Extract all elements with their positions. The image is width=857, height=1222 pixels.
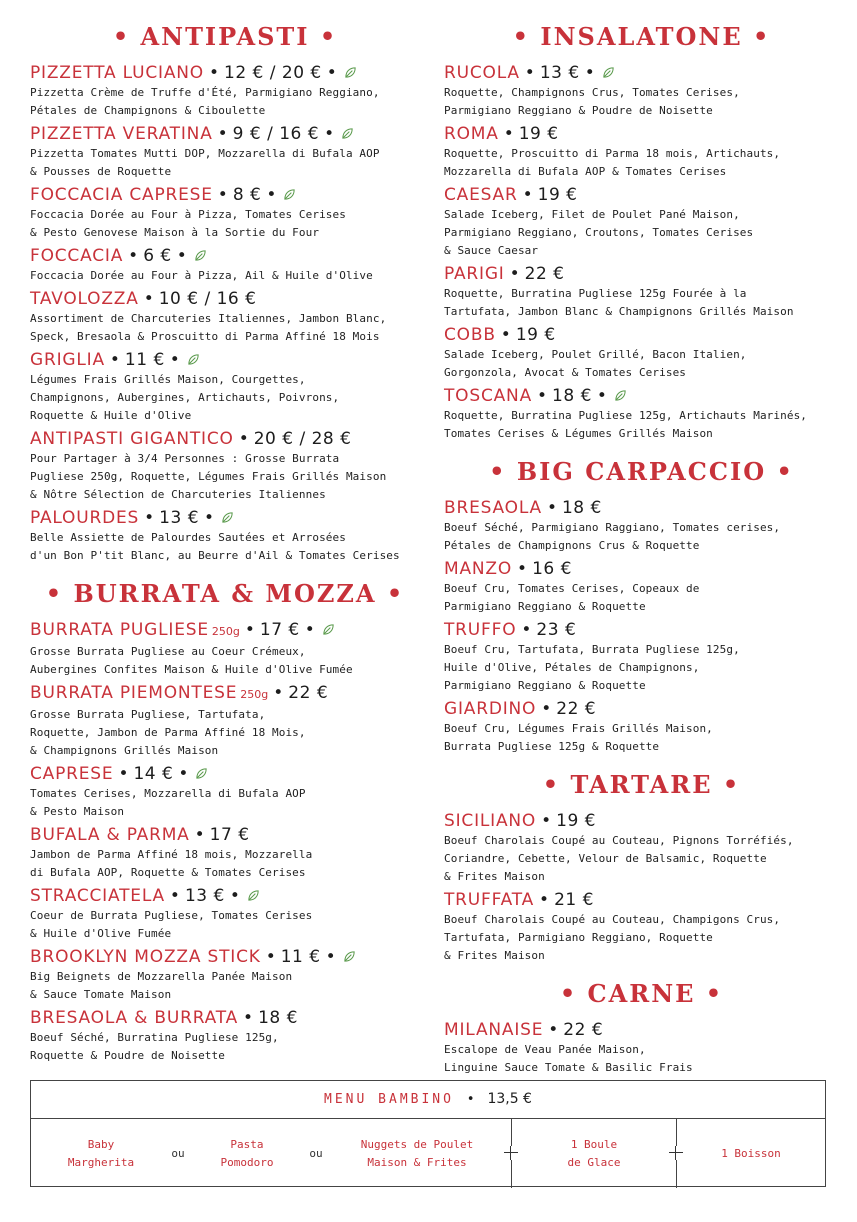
description-line: Burrata Pugliese 125g & Roquette [444, 740, 660, 753]
right-column [444, 22, 839, 1080]
item-description [444, 580, 839, 616]
description-line: Foccacia Dorée au Four à Pizza, Ail & Huile d'Olive [30, 269, 373, 282]
description-line: Grosse Burrata Pugliese, Tartufata, [30, 708, 266, 721]
item-header [30, 1007, 420, 1029]
separator-dot: • [541, 811, 552, 831]
vegetarian-leaf-icon [247, 889, 260, 902]
item-header [444, 62, 839, 84]
separator-dot: • [208, 63, 219, 83]
separator-dot: • [326, 63, 337, 83]
item-description [30, 968, 420, 1004]
menu-item [30, 62, 420, 120]
separator-dot: • [584, 63, 595, 83]
item-name: PIZZETTA LUCIANO [30, 63, 204, 83]
menu-item [30, 824, 420, 882]
item-name: BUFALA & PARMA [30, 825, 190, 845]
description-line: & Pesto Maison [30, 805, 125, 818]
item-header [444, 889, 839, 911]
description-line: Foccacia Dorée au Four à Pizza, Tomates Cerises [30, 208, 346, 221]
description-line: d'un Bon P'tit Blanc, au Beurre d'Ail & Tomates Cerises [30, 549, 400, 562]
description-line: Tomates Cerises, Mozzarella di Bufala AOP [30, 787, 306, 800]
option-text: Pomodoro [220, 1155, 274, 1169]
item-name: PIZZETTA VERATINA [30, 124, 213, 144]
description-line: & Sauce Tomate Maison [30, 988, 172, 1001]
item-description [30, 785, 420, 821]
item-name: FOCCACIA [30, 246, 124, 266]
menu-item [444, 497, 839, 555]
description-line: Roquette, Champignons Crus, Tomates Cerises, [444, 86, 740, 99]
item-name: BRESAOLA [444, 498, 542, 518]
menu-bambino-header [31, 1081, 825, 1119]
or-label: ou [171, 1147, 185, 1160]
separator-dot: • [539, 890, 550, 910]
description-line: Parmigiano Reggiano & Poudre de Noisette [444, 104, 713, 117]
item-price: 13 € [159, 508, 200, 528]
description-line: Parmigiano Reggiano, Croutons, Tomates Cerises [444, 226, 754, 239]
description-line: Belle Assiette de Palourdes Sautées et Arrosées [30, 531, 346, 544]
item-header [444, 497, 839, 519]
option-pasta-pomodoro [185, 1119, 309, 1188]
separator-dot: • [217, 124, 228, 144]
separator-dot: • [244, 620, 255, 640]
item-price: 20 € / 28 € [253, 429, 352, 449]
description-line: Pétales de Champignons Crus & Roquette [444, 539, 700, 552]
description-line: Boeuf Séché, Parmigiano Raggiano, Tomates cerises, [444, 521, 781, 534]
item-price: 13 € [539, 63, 580, 83]
item-header [444, 123, 839, 145]
description-line: Big Beignets de Mozzarella Panée Maison [30, 970, 293, 983]
option-text: 1 Boisson [721, 1146, 781, 1160]
item-description [444, 145, 839, 181]
menu-item [444, 698, 839, 756]
item-name: BROOKLYN MOZZA STICK [30, 947, 261, 967]
option-nuggets [323, 1119, 511, 1188]
item-price: 22 € [524, 264, 565, 284]
menu-item [30, 428, 420, 504]
item-price: 22 € [556, 699, 597, 719]
option-text: Maison & Frites [367, 1155, 467, 1169]
item-name: FOCCACIA CAPRESE [30, 185, 213, 205]
item-description [30, 846, 420, 882]
menu-item [444, 385, 839, 443]
description-line: Linguine Sauce Tomate & Basilic Frais [444, 1061, 693, 1074]
item-description [444, 206, 839, 260]
separator-dot: • [273, 683, 284, 703]
menu-item [444, 184, 839, 260]
description-line: Tartufata, Jambon Blanc & Champignons Grillés Maison [444, 305, 794, 318]
menu-item [30, 946, 420, 1004]
description-line: & Sauce Caesar [444, 244, 539, 257]
item-header [30, 885, 420, 907]
description-line: Boeuf Cru, Tomates Cerises, Copeaux de [444, 582, 700, 595]
description-line: Boeuf Séché, Burratina Pugliese 125g, [30, 1031, 279, 1044]
option-drink [677, 1119, 825, 1188]
item-price: 11 € [280, 947, 321, 967]
description-line: & Champignons Grillés Maison [30, 744, 219, 757]
item-price: 9 € / 16 € [232, 124, 320, 144]
separator-dot: • [229, 886, 240, 906]
item-name: TOSCANA [444, 386, 533, 406]
item-header [30, 682, 420, 706]
section-title: • BURRATA & MOZZA • [45, 579, 405, 608]
item-description [30, 529, 420, 565]
separator-dot: • [521, 620, 532, 640]
item-price: 19 € [515, 325, 556, 345]
separator-dot: • [204, 508, 215, 528]
separator-dot: • [118, 764, 129, 784]
description-line: Roquette, Proscuitto di Parma 18 mois, Artichauts, [444, 147, 781, 160]
option-ice-cream [512, 1119, 676, 1188]
separator-dot: • [266, 185, 277, 205]
separator-dot: • [194, 825, 205, 845]
option-text: Nuggets de Poulet [360, 1137, 474, 1151]
menu-item [30, 349, 420, 425]
vegetarian-leaf-icon [344, 66, 357, 79]
item-header [30, 245, 420, 267]
menu-item [30, 507, 420, 565]
vegetarian-leaf-icon [614, 389, 627, 402]
item-description [444, 84, 839, 120]
item-header [444, 619, 839, 641]
item-price: 17 € [259, 620, 300, 640]
menu-item [444, 558, 839, 616]
item-header [30, 824, 420, 846]
description-line: di Bufala AOP, Roquette & Tomates Cerises [30, 866, 306, 879]
item-description [30, 310, 420, 346]
separator-dot: • [596, 386, 607, 406]
description-line: Speck, Bresaola & Proscuitto di Parma Affiné 18 Mois [30, 330, 380, 343]
item-header [444, 324, 839, 346]
separator-dot: • [176, 246, 187, 266]
item-header [30, 763, 420, 785]
item-name: TRUFFATA [444, 890, 535, 910]
item-header [30, 349, 420, 371]
description-line: Parmigiano Reggiano & Roquette [444, 679, 646, 692]
description-line: Parmigiano Reggiano & Roquette [444, 600, 646, 613]
menu-bambino-options [31, 1119, 825, 1188]
item-name: COBB [444, 325, 496, 345]
section-title: • CARNE • [559, 979, 724, 1008]
item-header [30, 62, 420, 84]
item-description [444, 1041, 839, 1077]
description-line: & Nôtre Sélection de Charcuteries Italiennes [30, 488, 326, 501]
option-text: 1 Boule [570, 1137, 618, 1151]
separator-dot: • [466, 1092, 475, 1107]
separator-dot: • [324, 124, 335, 144]
item-header [444, 263, 839, 285]
vegetarian-leaf-icon [195, 767, 208, 780]
item-header [30, 507, 420, 529]
section-title: • INSALATONE • [512, 22, 771, 51]
description-line: Roquette, Jambon de Parma Affiné 18 Mois, [30, 726, 306, 739]
item-name: STRACCIATELA [30, 886, 165, 906]
separator-dot: • [109, 350, 120, 370]
description-line: Gorgonzola, Avocat & Tomates Cerises [444, 366, 687, 379]
vegetarian-leaf-icon [322, 623, 335, 636]
option-text: Baby [87, 1137, 115, 1151]
item-price: 8 € [232, 185, 262, 205]
item-price: 19 € [537, 185, 578, 205]
description-line: Jambon de Parma Affiné 18 mois, Mozzarella [30, 848, 313, 861]
menu-item [444, 62, 839, 120]
menu-item [30, 763, 420, 821]
separator-dot: • [509, 264, 520, 284]
description-line: Aubergines Confites Maison & Huile d'Olive Fumée [30, 663, 353, 676]
description-line: Boeuf Charolais Coupé au Couteau, Champigons Crus, [444, 913, 781, 926]
item-description [444, 720, 839, 756]
menu-item [444, 889, 839, 965]
item-description [444, 832, 839, 886]
item-header [444, 558, 839, 580]
menu-item [30, 885, 420, 943]
description-line: Champignons, Aubergines, Artichauts, Poivrons, [30, 391, 340, 404]
item-description [30, 206, 420, 242]
separator-dot: • [217, 185, 228, 205]
menu-bambino-box [30, 1080, 826, 1187]
item-name: RUCOLA [444, 63, 520, 83]
item-name: BRESAOLA & BURRATA [30, 1008, 239, 1028]
item-price: 19 € [518, 124, 559, 144]
item-price: 18 € [552, 386, 592, 406]
separator-dot: • [541, 699, 552, 719]
item-name: TAVOLOZZA [30, 289, 139, 309]
item-description [30, 84, 420, 120]
menu-item [444, 1019, 839, 1077]
section-title: • ANTIPASTI • [112, 22, 338, 51]
separator-dot: • [169, 886, 180, 906]
description-line: Légumes Frais Grillés Maison, Courgettes, [30, 373, 306, 386]
separator-dot: • [548, 1020, 559, 1040]
item-price: 21 € [554, 890, 594, 910]
separator-dot: • [522, 185, 533, 205]
description-line: & Pesto Genovese Maison à la Sortie du Four [30, 226, 320, 239]
item-header [30, 288, 420, 310]
description-line: & Huile d'Olive Fumée [30, 927, 172, 940]
item-header [30, 946, 420, 968]
description-line: Roquette, Burratina Pugliese 125g Fourée à la [444, 287, 747, 300]
item-price: 19 € [556, 811, 596, 831]
description-line: Huile d'Olive, Pétales de Champignons, [444, 661, 700, 674]
item-header [30, 123, 420, 145]
item-description [30, 706, 420, 760]
option-text: Margherita [67, 1155, 135, 1169]
vegetarian-leaf-icon [194, 249, 207, 262]
menu-item [30, 682, 420, 760]
item-name: CAESAR [444, 185, 518, 205]
separator-dot: • [500, 325, 511, 345]
vegetarian-leaf-icon [602, 66, 615, 79]
separator-dot: • [304, 620, 315, 640]
separator-dot: • [503, 124, 514, 144]
separator-dot: • [178, 764, 189, 784]
description-line: Mozzarella di Bufala AOP & Tomates Cerises [444, 165, 727, 178]
item-description [30, 450, 420, 504]
separator-dot: • [546, 498, 557, 518]
separator-dot: • [144, 508, 155, 528]
separator-dot: • [537, 386, 548, 406]
menu-item [30, 245, 420, 285]
description-line: Pour Partager à 3/4 Personnes : Grosse Burrata [30, 452, 340, 465]
menu-bambino-price: 13,5 € [487, 1091, 532, 1107]
description-line: Pétales de Champignons & Ciboulette [30, 104, 266, 117]
option-text: Pasta [230, 1137, 264, 1151]
item-header [444, 385, 839, 407]
description-line: Pizzetta Tomates Mutti DOP, Mozzarella di Bufala AOP [30, 147, 380, 160]
description-line: Boeuf Charolais Coupé au Couteau, Pignons Torréfiés, [444, 834, 794, 847]
item-header [444, 810, 839, 832]
item-name: PALOURDES [30, 508, 140, 528]
item-name: ROMA [444, 124, 499, 144]
description-line: Roquette & Huile d'Olive [30, 409, 192, 422]
vegetarian-leaf-icon [343, 950, 356, 963]
menu-item [444, 810, 839, 886]
item-name: CAPRESE [30, 764, 114, 784]
vegetarian-leaf-icon [221, 511, 234, 524]
separator-dot: • [325, 947, 336, 967]
description-line: Tomates Cerises & Légumes Grillés Maison [444, 427, 713, 440]
item-header [444, 184, 839, 206]
item-name: GRIGLIA [30, 350, 105, 370]
item-name: BURRATA PUGLIESE [30, 620, 209, 640]
item-price: 17 € [209, 825, 250, 845]
description-line: Boeuf Cru, Tartufata, Burrata Pugliese 125g, [444, 643, 740, 656]
item-name: PARIGI [444, 264, 505, 284]
item-price: 22 € [563, 1020, 604, 1040]
separator-dot: • [143, 289, 154, 309]
description-line: Pugliese 250g, Roquette, Légumes Frais Grillés Maison [30, 470, 387, 483]
menu-item [444, 263, 839, 321]
item-header [444, 698, 839, 720]
description-line: & Frites Maison [444, 949, 545, 962]
vegetarian-leaf-icon [187, 353, 200, 366]
item-price: 16 € [532, 559, 572, 579]
item-description [30, 145, 420, 181]
item-name: GIARDINO [444, 699, 537, 719]
item-description [444, 346, 839, 382]
separator-dot: • [238, 429, 249, 449]
description-line: Coriandre, Cebette, Velour de Balsamic, Roquette [444, 852, 767, 865]
section-title: • BIG CARPACCIO • [489, 457, 794, 486]
item-description [30, 1029, 420, 1065]
item-description [30, 907, 420, 943]
description-line: Grosse Burrata Pugliese au Coeur Crémeux, [30, 645, 306, 658]
option-baby-margherita [31, 1119, 171, 1188]
vegetarian-leaf-icon [283, 188, 296, 201]
item-price: 18 € [561, 498, 602, 518]
item-header [30, 428, 420, 450]
item-description [30, 643, 420, 679]
or-label: ou [309, 1147, 323, 1160]
item-header [30, 184, 420, 206]
menu-item [30, 1007, 420, 1065]
item-price: 18 € [258, 1008, 298, 1028]
description-line: Assortiment de Charcuteries Italiennes, Jambon Blanc, [30, 312, 387, 325]
item-description [444, 641, 839, 695]
option-text: de Glace [567, 1155, 621, 1169]
menu-bambino-title: MENU BAMBINO [324, 1092, 454, 1107]
item-weight: 250g [211, 625, 240, 638]
item-price: 22 € [288, 683, 329, 703]
description-line: & Pousses de Roquette [30, 165, 172, 178]
menu-item [444, 123, 839, 181]
separator-dot: • [128, 246, 139, 266]
menu-item [30, 619, 420, 679]
left-column [30, 22, 420, 1068]
item-header [444, 1019, 839, 1041]
section-title: • TARTARE • [542, 770, 741, 799]
item-weight: 250g [240, 688, 269, 701]
item-description [444, 911, 839, 965]
item-name: BURRATA PIEMONTESE [30, 683, 238, 703]
item-name: SICILIANO [444, 811, 537, 831]
menu-item [30, 288, 420, 346]
item-price: 14 € [133, 764, 174, 784]
menu-item [444, 619, 839, 695]
separator-dot: • [265, 947, 276, 967]
item-description [30, 267, 420, 285]
description-line: Escalope de Veau Panée Maison, [444, 1043, 646, 1056]
menu-item [30, 123, 420, 181]
description-line: Roquette, Burratina Pugliese 125g, Artichauts Marinés, [444, 409, 808, 422]
description-line: Roquette & Poudre de Noisette [30, 1049, 225, 1062]
description-line: Coeur de Burrata Pugliese, Tomates Cerises [30, 909, 313, 922]
item-price: 23 € [536, 620, 577, 640]
description-line: & Frites Maison [444, 870, 545, 883]
description-line: Salade Iceberg, Poulet Grillé, Bacon Italien, [444, 348, 747, 361]
item-price: 11 € [124, 350, 165, 370]
item-price: 10 € / 16 € [158, 289, 257, 309]
item-description [444, 519, 839, 555]
menu-item [30, 184, 420, 242]
separator-dot: • [243, 1008, 254, 1028]
item-header [30, 619, 420, 643]
item-description [444, 285, 839, 321]
item-name: TRUFFO [444, 620, 517, 640]
item-description [30, 371, 420, 425]
description-line: Boeuf Cru, Légumes Frais Grillés Maison, [444, 722, 713, 735]
item-name: ANTIPASTI GIGANTICO [30, 429, 234, 449]
item-name: MILANAISE [444, 1020, 544, 1040]
menu-item [444, 324, 839, 382]
description-line: Tartufata, Parmigiano Reggiano, Roquette [444, 931, 713, 944]
item-price: 6 € [143, 246, 172, 266]
item-name: MANZO [444, 559, 513, 579]
separator-dot: • [524, 63, 535, 83]
item-price: 12 € / 20 € [224, 63, 322, 83]
item-description [444, 407, 839, 443]
separator-dot: • [169, 350, 180, 370]
description-line: Salade Iceberg, Filet de Poulet Pané Maison, [444, 208, 740, 221]
item-price: 13 € [184, 886, 225, 906]
separator-dot: • [517, 559, 528, 579]
description-line: Pizzetta Crème de Truffe d'Été, Parmigiano Reggiano, [30, 86, 380, 99]
vegetarian-leaf-icon [341, 127, 354, 140]
